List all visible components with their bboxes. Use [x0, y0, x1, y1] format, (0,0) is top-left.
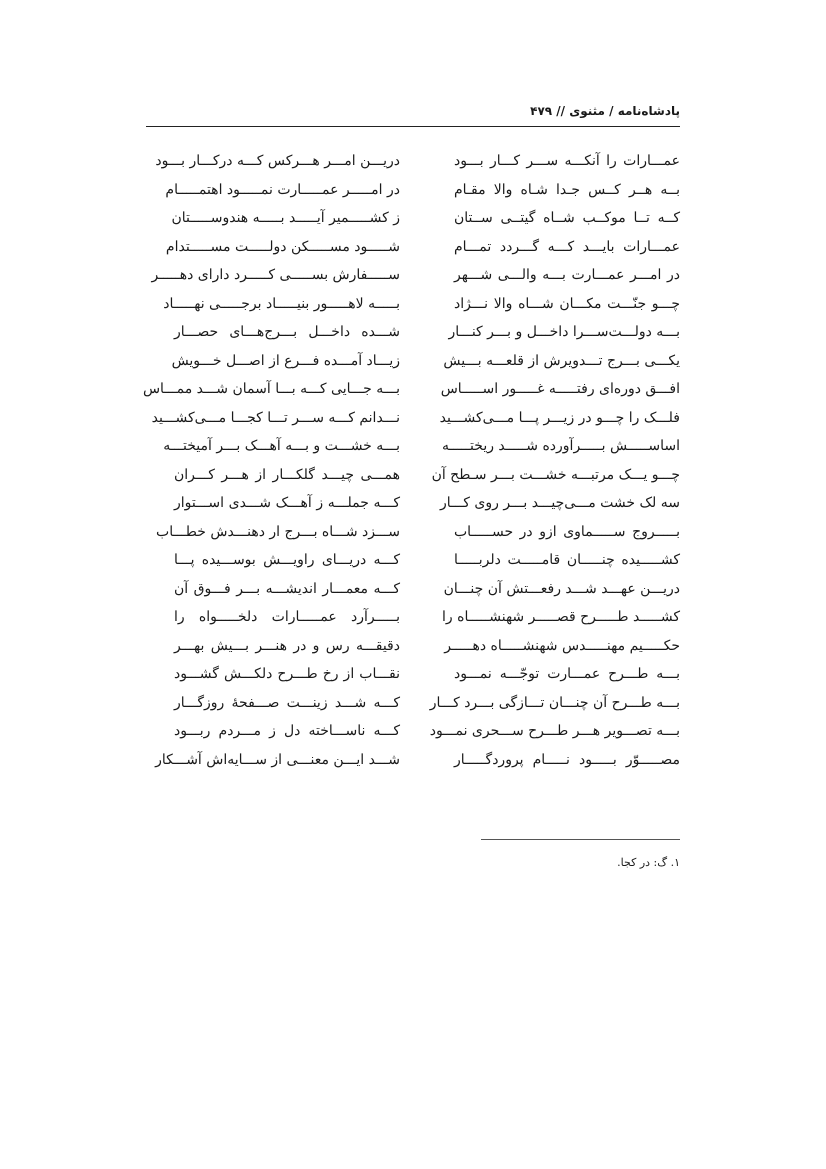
verse-line: کـــه ناســـاخته دل ز مـــردم ربـــود — [174, 723, 400, 739]
verse-line: حکـــــیم مهنـــــدس شهنشـــــاه دهـــــر — [444, 637, 680, 654]
verse-line: افـــق دوره‌ای رفتـــــه غـــــور اســـــاس — [440, 381, 680, 397]
verse-line: بـــــرآرد عمـــــارات دلخـــــواه را — [174, 609, 400, 625]
verse-line: بـــه خشـــت و بـــه آهـــک بـــر آمیختـــه — [163, 438, 400, 454]
verse-line: کشـــــد طـــــرح قصـــــر شهنشـــــاه را — [442, 609, 680, 625]
verse-line: دریـــن امـــر هـــرکس کـــه درکـــار بـــود — [155, 153, 400, 169]
verse-line: بـــــه لاهـــــور بنیـــــاد برجـــــی نهـــــاد — [163, 295, 400, 312]
verse-line: ســـزد شـــاه بـــرج ار دهنـــدش خطـــاب — [156, 523, 400, 540]
verse-line: عمـــارات بایـــد کـــه گـــردد تمـــام — [454, 238, 680, 255]
verse-line: فلـــک را چـــو در زیـــر پـــا مـــی‌کشـــید — [439, 409, 680, 426]
verse-line: شـــــود مســـــکن دولـــــت مســـــتدام — [165, 238, 400, 255]
verse-line: کـــه شـــد زینـــت صـــفحهٔ روزگـــار — [174, 694, 400, 711]
verse-line: چـــو یـــک مرتبـــه خشـــت بـــر سـطح آن — [431, 466, 680, 483]
verse-line: ســـــفارش بســـــی کـــــرد دارای دهـــــر — [151, 267, 400, 283]
verse-line: همـــی چیـــد گلکـــار از هـــر کـــران — [174, 466, 400, 483]
verse-line: دریـــن عهـــد شـــد رفعـــتش آن چنـــان — [443, 580, 680, 597]
verse-line: اساســـــش بـــــرآورده شـــــد ریختـــــه — [442, 438, 680, 454]
verse-line: کـــه معمـــار اندیشـــه بـــر فـــوق آن — [174, 580, 400, 597]
verse-line: کـــه جملـــه ز آهـــک شـــدی اســـتوار — [174, 495, 400, 511]
verse-line: نقـــاب از رخ طـــرح دلکـــش گشـــود — [174, 666, 400, 682]
verse-line: مصـــــوّر بـــــود نـــــام پروردگـــــار — [454, 751, 680, 768]
verse-line: بـــه تصـــویر هـــر طـــرح ســـحری نمـــود — [429, 723, 680, 739]
verse-line: در امـــر عمـــارت بـــه والـــی شـــهر — [454, 267, 680, 283]
verse-line: بـــه طـــرح آن چنـــان تـــازگی بـــرد کـــار — [429, 694, 680, 711]
verse-column-left — [142, 150, 400, 777]
verse-line: چـــو جنّـــت مکـــان شـــاه والا نـــژاد — [454, 295, 680, 312]
verse-line: عمـــارات را آنکـــه ســـر کـــار بـــود — [454, 153, 680, 169]
verse-line: یکـــی بـــرج تـــدویرش از قلعـــه بـــیش — [443, 352, 680, 369]
verse-line: بــه هــر کــس جـدا شـاه والا مقـام — [454, 181, 680, 198]
verse-line: سه لک خشت مـــی‌چیـــد بـــر روی کـــار — [439, 495, 680, 511]
verse-line: بـــه دولـــت‌ســـرا داخـــل و بـــر کنـــار — [448, 324, 680, 340]
verse-line: ز کشـــــمیر آیـــــد بـــــه هندوســـــتان — [171, 210, 400, 226]
verse-line: کــه تــا موکــب شــاه گیتــی ســتان — [454, 210, 680, 226]
verse-line: بـــه جـــایی کـــه بـــا آسمان شـــد ممـــاس — [142, 381, 400, 397]
verse-column-right — [429, 150, 680, 777]
verse-line: نـــدانم کـــه ســـر تـــا کجـــا مـــی‌کشـــید — [151, 409, 400, 426]
verse-line: کـــه دریـــای راویـــش بوســـیده پـــا — [174, 552, 400, 568]
verse-line: کشـــــیده چنـــــان قامـــــت دلربـــــا — [454, 552, 680, 568]
verse-line: شـــده داخـــل بـــرج‌هـــای حصـــار — [174, 324, 400, 340]
verse-line: زیـــاد آمـــده فـــرع از اصـــل خـــویش — [171, 352, 400, 369]
footnote: ۱. گ: در کجا. — [617, 856, 680, 869]
verse-line: شـــد ایـــن معنـــی از ســـایه‌اش آشـــکار — [155, 751, 400, 768]
header-rule — [146, 126, 680, 127]
running-head: پادشاه‌نامه / مثنوی // ۴۷۹ — [530, 104, 680, 118]
verse-line: بـــه طـــرح عمـــارت توجّـــه نمـــود — [454, 666, 680, 682]
verse-line: در امـــــر عمـــــارت نمـــــود اهتمـــــام — [165, 181, 400, 198]
footnote-rule — [481, 839, 680, 840]
verse-line: بـــــروج ســـــماوی ازو در حســـــاب — [454, 523, 680, 540]
verse-line: دقیقـــه رس و در هنـــر بـــیش بهـــر — [174, 637, 400, 654]
